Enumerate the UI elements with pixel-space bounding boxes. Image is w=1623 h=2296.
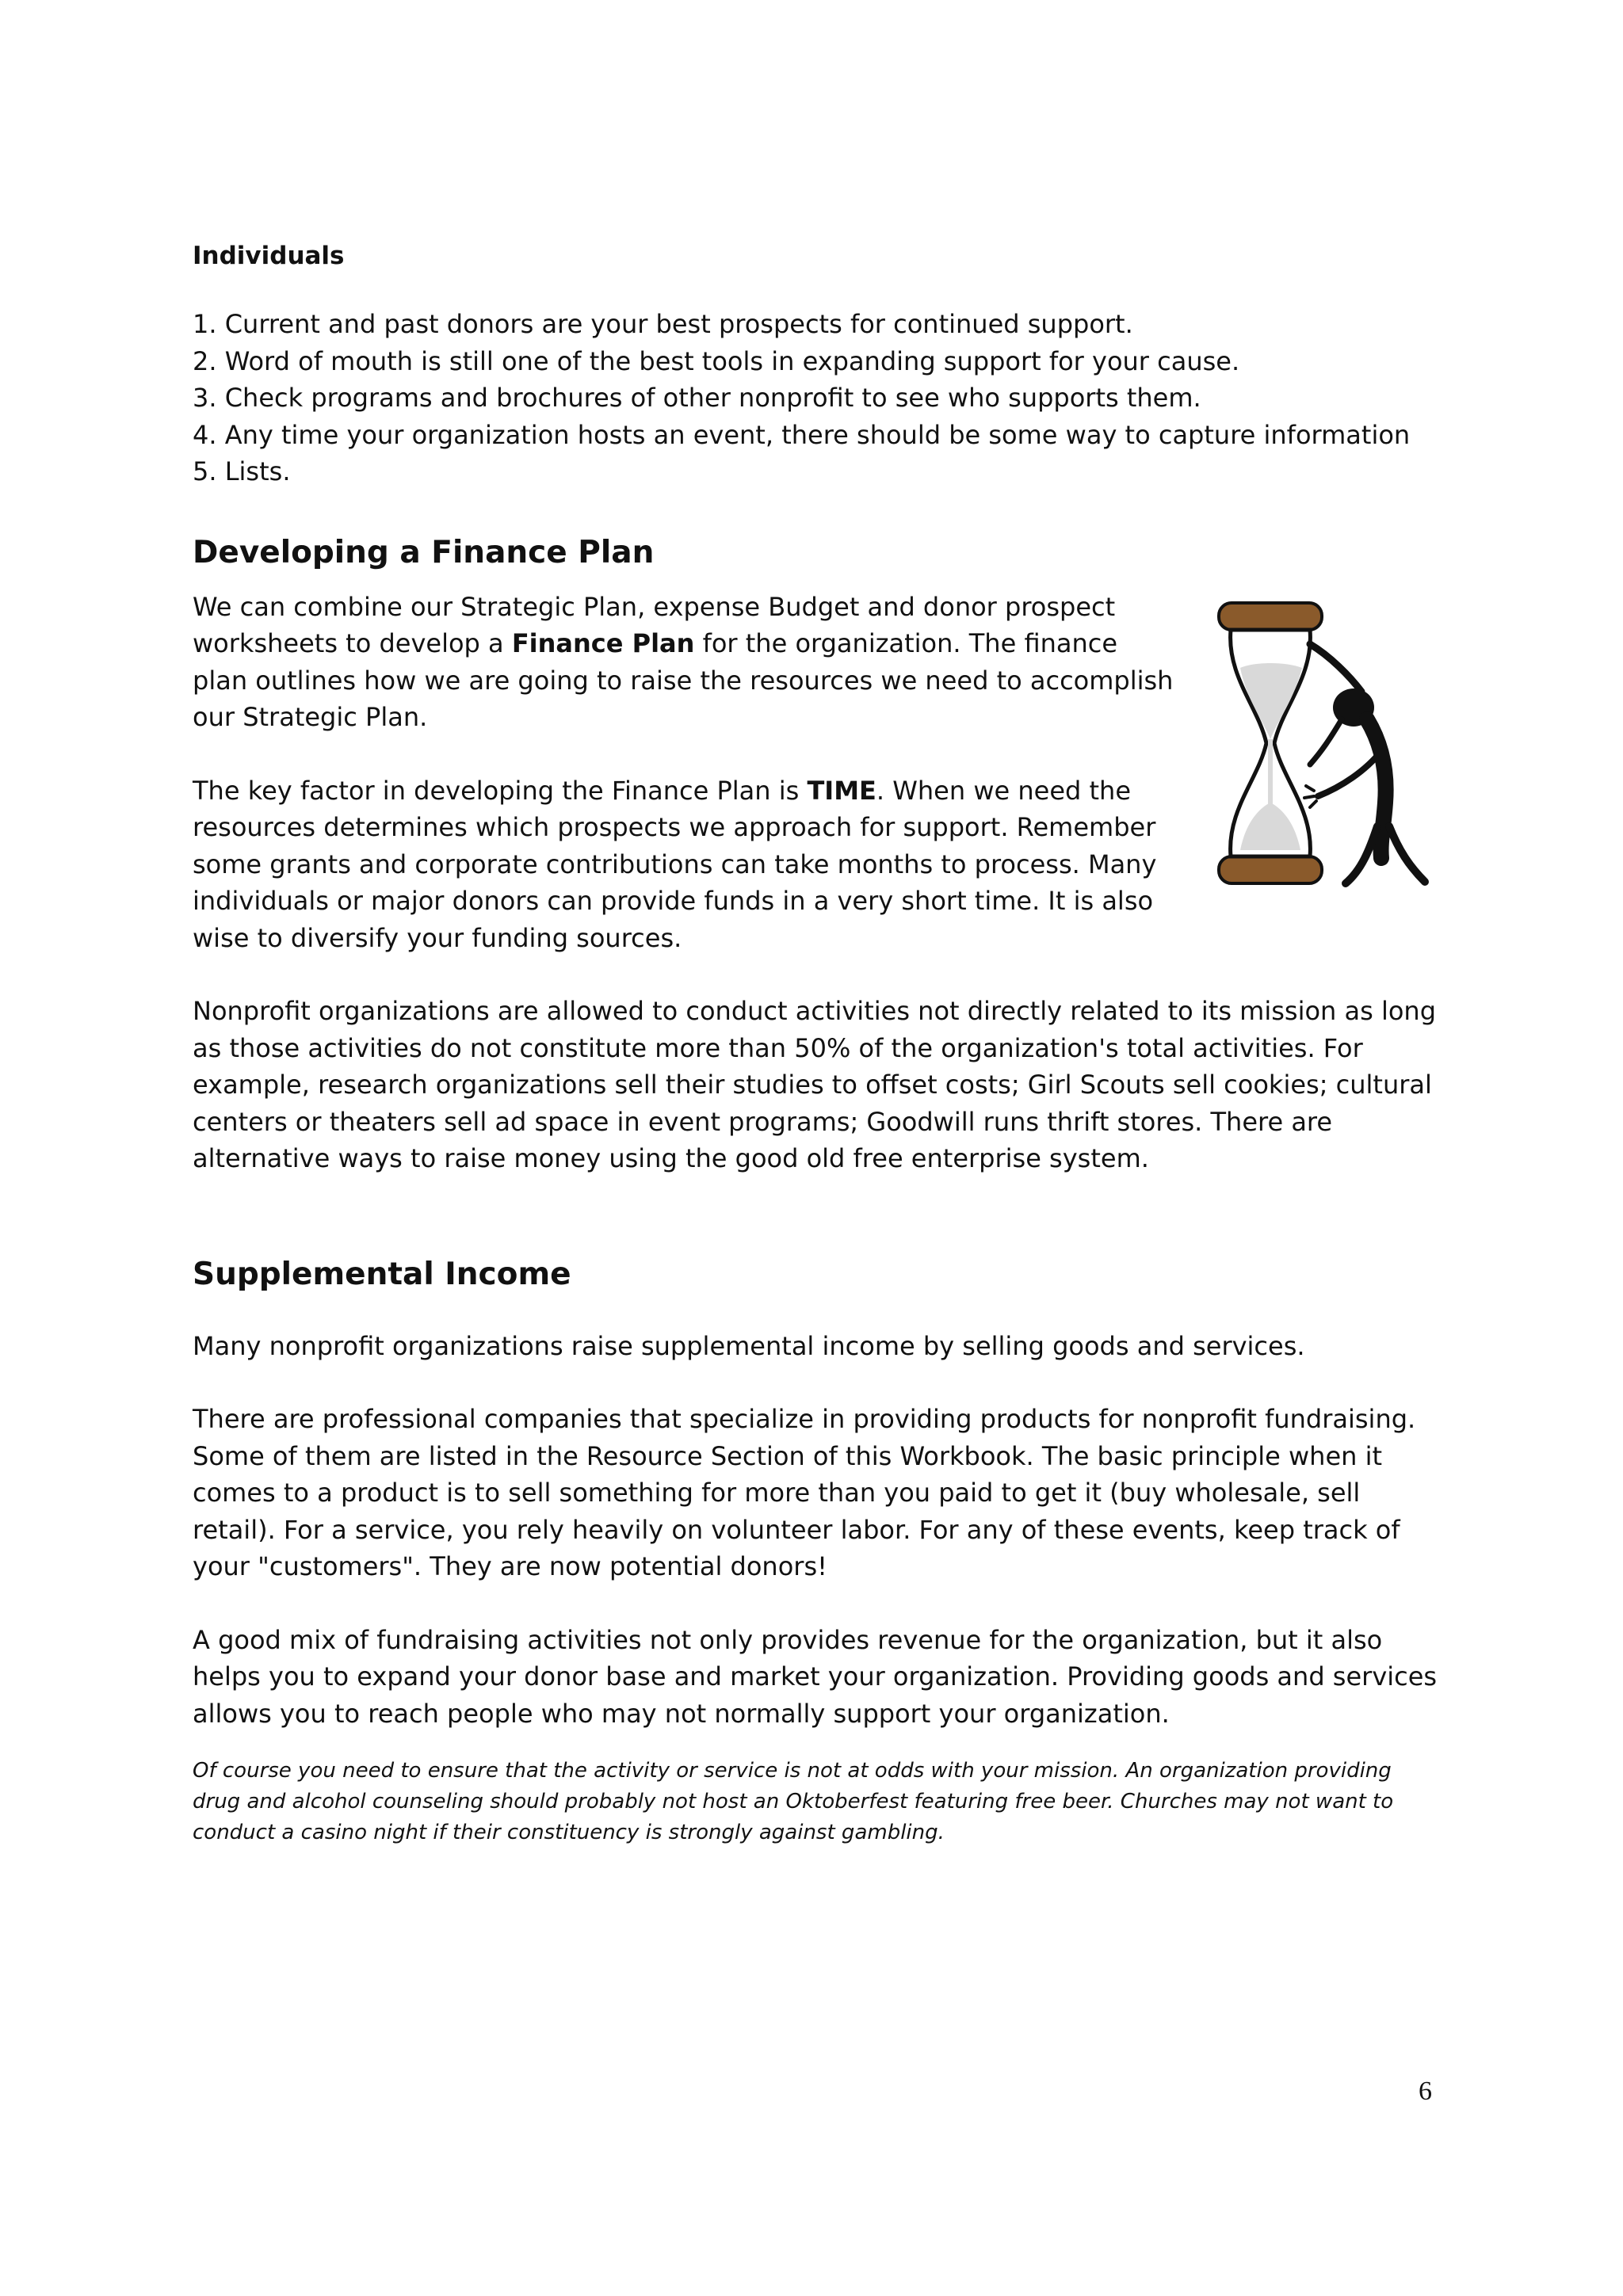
supplemental-paragraph-3: A good mix of fundraising activities not only provides revenue for the organization, but it also helps you to expand your donor base and market your organization. Providing goods and services allows you to reach people who may not normally support your organization. xyxy=(193,1624,1438,1729)
list-item: 4. Any time your organization hosts an event, there should be some way to capture information xyxy=(193,419,1411,450)
hourglass-figure-icon xyxy=(1191,589,1445,906)
finance-plan-section xyxy=(193,589,1445,1177)
list-item: 5. Lists. xyxy=(193,456,291,486)
text-run: The key factor in developing the Finance Plan is xyxy=(193,775,808,806)
document-page xyxy=(193,238,1445,1848)
individuals-list xyxy=(193,306,1445,490)
bold-term-finance-plan: Finance Plan xyxy=(511,628,695,658)
text-run: for the organization. The finance plan outlines how we are going to raise the resources we need to accomplish our Strategic Plan. xyxy=(193,628,1174,732)
heading-finance-plan: Developing a Finance Plan xyxy=(193,534,655,570)
supplemental-italic-note: Of course you need to ensure that the activity or service is not at odds with your mission. An organization providing drug and alcohol counseling should probably not host an Oktoberfest featuring free beer. Churches may not want to conduct a casino night if their constituency is strongly against gambling. xyxy=(193,1759,1394,1844)
finance-plan-paragraph-3: Nonprofit organizations are allowed to conduct activities not directly related to its mission as long as those activities do not constitute more than 50% of the organization's total activities. For example, research organizations sell their studies to offset costs; Girl Scouts sell cookies; cultural centers or theaters sell ad space in event programs; Goodwill runs thrift stores. There are alternative ways to raise money using the good old free enterprise system. xyxy=(193,996,1436,1173)
list-item: 1. Current and past donors are your best prospects for continued support. xyxy=(193,309,1133,339)
list-item: 2. Word of mouth is still one of the best tools in expanding support for your cause. xyxy=(193,345,1240,376)
list-item: 3. Check programs and brochures of other nonprofit to see who supports them. xyxy=(193,383,1201,413)
text-run: We can combine our Strategic Plan, expense Budget and donor prospect worksheets to develop a xyxy=(193,591,1116,658)
page-number: 6 xyxy=(1419,2077,1432,2106)
supplemental-paragraph-2: There are professional companies that specialize in providing products for nonprofit fundraising. Some of them are listed in the Resource Section of this Workbook. The basic principle when it comes to a product is to sell something for more than you paid to get it (buy wholesale, sell retail). For a service, you rely heavily on volunteer labor. For any of these events, keep track of your "customers". They are now potential donors! xyxy=(193,1404,1416,1581)
text-run: . When we need the resources determines which prospects we approach for support. Remember some grants and corporate contributions can take months to process. Many individuals or major donors can provide funds in a very short time. It is also wise to diversify your funding sources. xyxy=(193,775,1157,953)
bold-term-time: TIME xyxy=(807,775,876,806)
supplemental-paragraph-1: Many nonprofit organizations raise supplemental income by selling goods and services. xyxy=(193,1330,1305,1361)
heading-supplemental-income: Supplemental Income xyxy=(193,1256,571,1292)
heading-individuals: Individuals xyxy=(193,242,345,270)
